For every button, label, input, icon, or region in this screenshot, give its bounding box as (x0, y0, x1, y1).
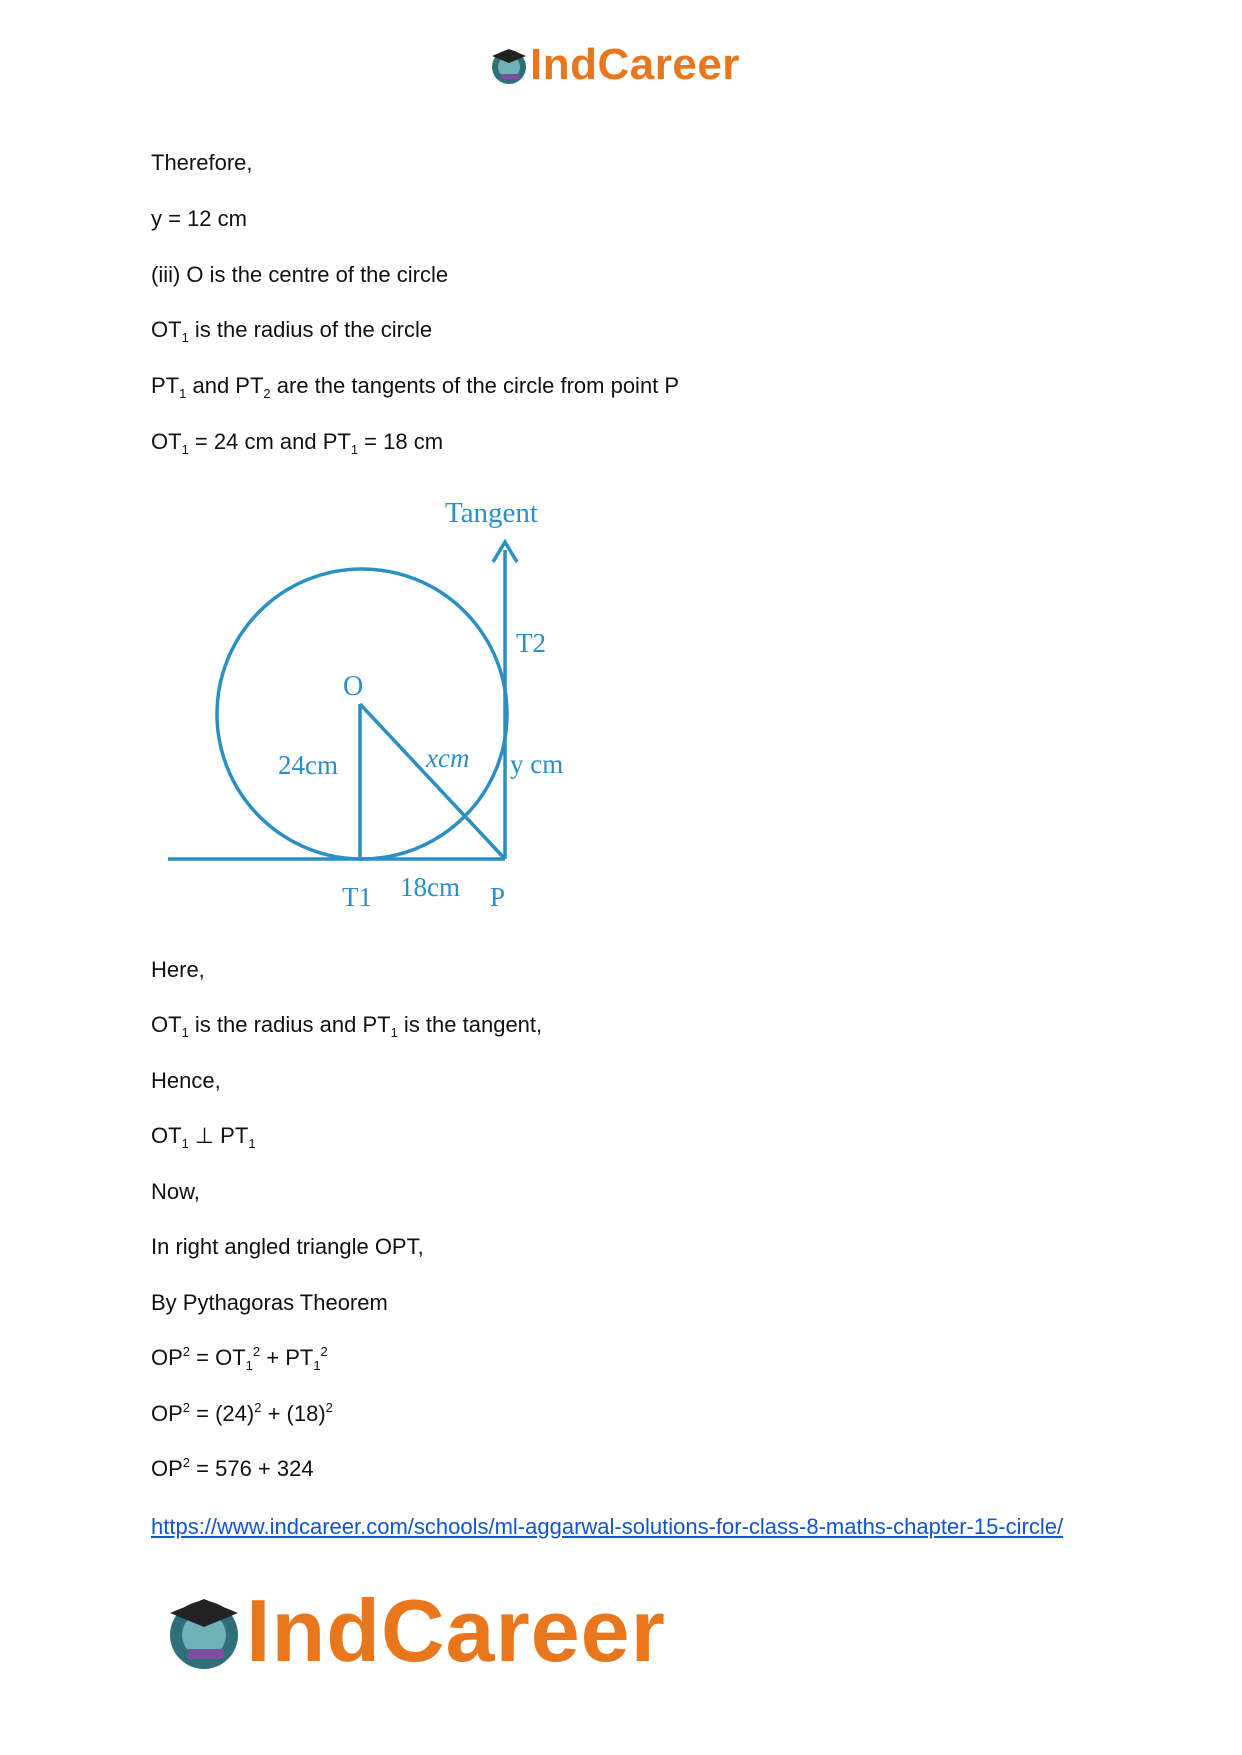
source-link[interactable]: https://www.indcareer.com/schools/ml-aggarwal-solutions-for-class-8-maths-chapter-15-circle/ (151, 1514, 1064, 1539)
text-line: (iii) O is the centre of the circle (151, 262, 449, 287)
logo-text: IndCareer (530, 40, 740, 89)
label-p: P (490, 882, 506, 912)
label-base: 18cm (400, 872, 460, 902)
label-x: xcm (426, 743, 470, 773)
graduation-globe-icon (162, 1589, 246, 1673)
tangent-figure (160, 492, 600, 927)
text-line: $OP^2 = OT_1^2 + PT_1^2$ (151, 1344, 328, 1373)
text-line: In right angled triangle OPT, (151, 1234, 424, 1259)
text-line: $OT_1$ ⊥ $PT_1$ (151, 1123, 256, 1151)
circle-tangent-diagram (160, 492, 600, 922)
label-t1: T1 (342, 882, 372, 912)
graduation-globe-icon (488, 44, 530, 86)
text-line: $OP^2 = 576 + 324$ (151, 1455, 314, 1481)
text-line: Here, (151, 957, 205, 982)
label-o: O (343, 671, 364, 702)
text-line: $OT_1 = 24$ cm and $PT_1 = 18$ cm (151, 429, 444, 457)
text-line: Therefore, (151, 150, 253, 175)
text-line: $PT_1$ and $PT_2$ are the tangents of the circle from point P (151, 373, 680, 401)
op-line (360, 704, 505, 859)
text-line: Hence, (151, 1068, 221, 1093)
label-radius: 24cm (278, 750, 338, 780)
text-line: $OT_1$ is the radius and $PT_1$ is the tangent, (151, 1012, 543, 1040)
logo-text: IndCareer (246, 1581, 666, 1680)
footer-logo (162, 1580, 666, 1682)
label-t2: T2 (516, 628, 546, 658)
label-y: y cm (510, 749, 564, 779)
header-logo (488, 40, 740, 90)
text-line: $OP^2 = (24)^2 + (18)^2$ (151, 1400, 333, 1426)
text-line: y = 12 cm (151, 206, 247, 231)
label-tangent: Tangent (445, 497, 538, 529)
text-line: $OT_1$ is the radius of the circle (151, 317, 433, 345)
text-line: Now, (151, 1179, 200, 1204)
text-line: By Pythagoras Theorem (151, 1290, 388, 1315)
